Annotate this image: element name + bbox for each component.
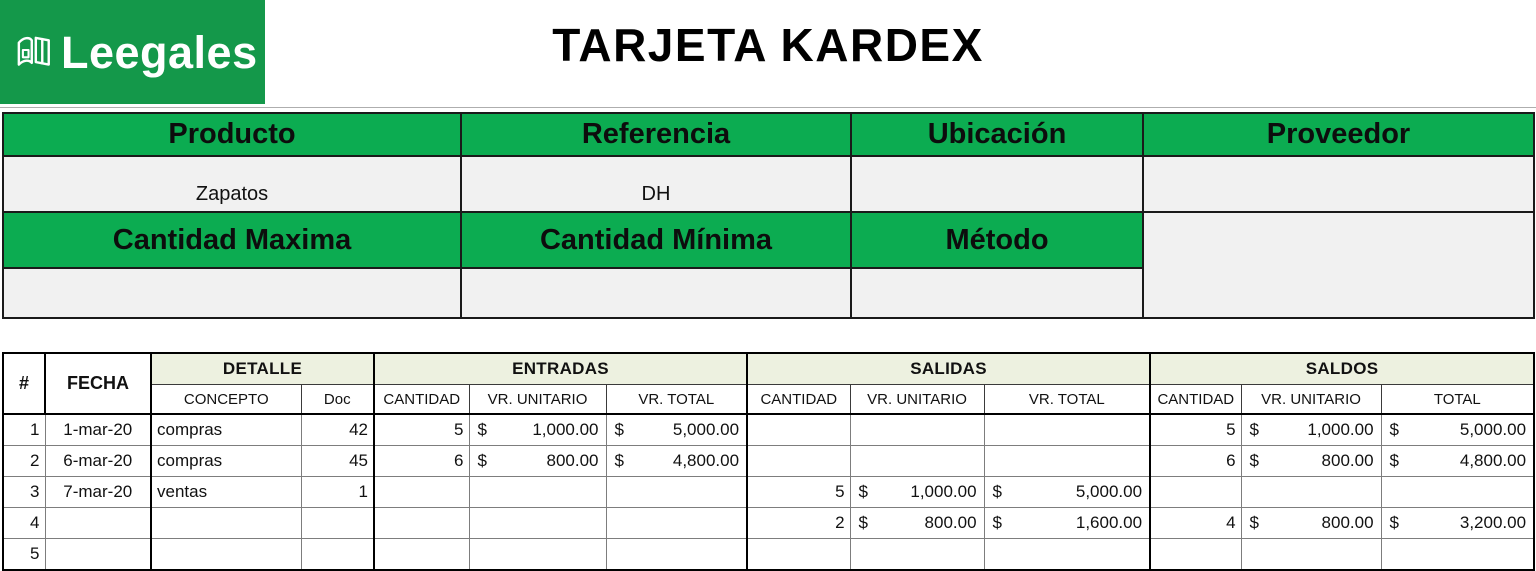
entradas-vr-total-cell[interactable] <box>606 508 747 539</box>
saldos-total-cell[interactable] <box>1381 539 1534 571</box>
kardex-row <box>3 446 1534 477</box>
header-ubicacion: Ubicación <box>851 113 1143 156</box>
kardex-row <box>3 539 1534 571</box>
currency-symbol: $ <box>1389 451 1400 470</box>
group-header-entradas: ENTRADAS <box>374 353 747 385</box>
row-number-cell[interactable]: 1 <box>3 414 45 446</box>
saldos-cantidad-cell[interactable] <box>1150 477 1241 508</box>
fecha-cell[interactable]: 7-mar-20 <box>45 477 151 508</box>
header-cantidad-maxima: Cantidad Maxima <box>3 212 461 268</box>
entradas-vr-total-cell[interactable] <box>606 477 747 508</box>
entradas-vr-unitario-cell[interactable] <box>469 539 606 571</box>
saldos-vr-unitario-cell[interactable] <box>1241 414 1381 446</box>
salidas-vr-total-cell[interactable] <box>984 414 1150 446</box>
entradas-vr-unitario-cell[interactable] <box>469 477 606 508</box>
col-header-num: # <box>3 353 45 414</box>
page-title: TARJETA KARDEX <box>552 19 984 71</box>
header-cantidad-minima: Cantidad Mínima <box>461 212 851 268</box>
amount: 1,000.00 <box>1307 420 1374 439</box>
salidas-cantidad-cell[interactable]: 5 <box>747 477 850 508</box>
doc-cell[interactable]: 45 <box>301 446 374 477</box>
entradas-cantidad-cell[interactable]: 5 <box>374 414 469 446</box>
salidas-vr-total-cell[interactable] <box>984 446 1150 477</box>
doc-cell[interactable]: 1 <box>301 477 374 508</box>
row-number-cell[interactable]: 3 <box>3 477 45 508</box>
entradas-vr-unitario-cell[interactable] <box>469 446 606 477</box>
logo-wordmark: Leegales <box>61 26 258 78</box>
amount: 1,600.00 <box>1075 513 1143 532</box>
salidas-cantidad-cell[interactable] <box>747 539 850 571</box>
amount: 5,000.00 <box>1459 420 1527 439</box>
amount: 4,800.00 <box>1459 451 1527 470</box>
entradas-cantidad-cell[interactable] <box>374 508 469 539</box>
row-number-cell[interactable]: 2 <box>3 446 45 477</box>
saldos-total-cell[interactable] <box>1381 477 1534 508</box>
concepto-cell[interactable]: compras <box>151 414 301 446</box>
fecha-cell[interactable] <box>45 539 151 571</box>
currency-symbol: $ <box>1389 513 1400 532</box>
ubicacion-value-cell[interactable] <box>851 156 1143 212</box>
currency-symbol: $ <box>992 482 1003 501</box>
cantidad-maxima-value-cell[interactable] <box>3 268 461 318</box>
salidas-vr-total-cell[interactable] <box>984 508 1150 539</box>
currency-symbol: $ <box>1249 513 1260 532</box>
concepto-cell[interactable]: compras <box>151 446 301 477</box>
salidas-vr-unitario-cell[interactable] <box>850 446 984 477</box>
header-referencia: Referencia <box>461 113 851 156</box>
saldos-total-cell[interactable] <box>1381 446 1534 477</box>
salidas-vr-total-cell[interactable] <box>984 477 1150 508</box>
doc-cell[interactable] <box>301 539 374 571</box>
entradas-vr-total-cell[interactable] <box>606 414 747 446</box>
entradas-vr-unitario-cell[interactable] <box>469 414 606 446</box>
info-card-table <box>2 112 1535 319</box>
saldos-total-cell[interactable] <box>1381 414 1534 446</box>
header-metodo: Método <box>851 212 1143 268</box>
currency-symbol: $ <box>1249 420 1260 439</box>
sub-header-salidas-vr-unitario: VR. UNITARIO <box>850 385 984 415</box>
amount: 800.00 <box>924 513 977 532</box>
entradas-vr-total-cell[interactable] <box>606 446 747 477</box>
entradas-vr-unitario-cell[interactable] <box>469 508 606 539</box>
fecha-cell[interactable] <box>45 508 151 539</box>
sub-header-doc: Doc <box>301 385 374 415</box>
sub-header-entradas-vr-total: VR. TOTAL <box>606 385 747 415</box>
sub-header-saldos-cantidad: CANTIDAD <box>1150 385 1241 415</box>
doc-cell[interactable]: 42 <box>301 414 374 446</box>
currency-symbol: $ <box>477 451 487 470</box>
saldos-vr-unitario-cell[interactable] <box>1241 539 1381 571</box>
salidas-cantidad-cell[interactable] <box>747 414 850 446</box>
fecha-cell[interactable]: 1-mar-20 <box>45 414 151 446</box>
sub-header-saldos-total: TOTAL <box>1381 385 1534 415</box>
saldos-cantidad-cell[interactable]: 6 <box>1150 446 1241 477</box>
salidas-vr-total-cell[interactable] <box>984 539 1150 571</box>
row-number-cell[interactable]: 4 <box>3 508 45 539</box>
header-producto: Producto <box>3 113 461 156</box>
amount: 4,800.00 <box>672 451 740 470</box>
proveedor-value-cell[interactable] <box>1143 156 1534 212</box>
saldos-cantidad-cell[interactable]: 4 <box>1150 508 1241 539</box>
salidas-vr-unitario-cell[interactable] <box>850 477 984 508</box>
amount: 1,000.00 <box>532 420 599 439</box>
metodo-value-cell[interactable] <box>851 268 1143 318</box>
entradas-cantidad-cell[interactable]: 6 <box>374 446 469 477</box>
saldos-cantidad-cell[interactable] <box>1150 539 1241 571</box>
saldos-vr-unitario-cell[interactable] <box>1241 477 1381 508</box>
row-number-cell[interactable]: 5 <box>3 539 45 571</box>
saldos-vr-unitario-cell[interactable] <box>1241 446 1381 477</box>
kardex-row <box>3 477 1534 508</box>
sheet-gridline <box>0 107 1536 108</box>
currency-symbol: $ <box>858 513 869 532</box>
currency-symbol: $ <box>614 451 624 470</box>
salidas-cantidad-cell[interactable] <box>747 446 850 477</box>
header-proveedor: Proveedor <box>1143 113 1534 156</box>
amount: 3,200.00 <box>1459 513 1527 532</box>
sub-header-concepto: CONCEPTO <box>151 385 301 415</box>
kardex-table <box>2 352 1535 571</box>
producto-value-cell[interactable]: Zapatos <box>3 156 461 212</box>
doc-cell[interactable] <box>301 508 374 539</box>
salidas-vr-unitario-cell[interactable] <box>850 414 984 446</box>
currency-symbol: $ <box>614 420 624 439</box>
entradas-cantidad-cell[interactable] <box>374 477 469 508</box>
fecha-cell[interactable]: 6-mar-20 <box>45 446 151 477</box>
currency-symbol: $ <box>1389 420 1400 439</box>
currency-symbol: $ <box>477 420 487 439</box>
col-header-fecha: FECHA <box>45 353 151 414</box>
concepto-cell[interactable]: ventas <box>151 477 301 508</box>
concepto-cell[interactable] <box>151 508 301 539</box>
saldos-total-cell[interactable] <box>1381 508 1534 539</box>
amount: 800.00 <box>1321 451 1374 470</box>
amount: 1,000.00 <box>910 482 977 501</box>
salidas-cantidad-cell[interactable]: 2 <box>747 508 850 539</box>
currency-symbol: $ <box>992 513 1003 532</box>
group-header-saldos: SALDOS <box>1150 353 1534 385</box>
salidas-vr-unitario-cell[interactable] <box>850 508 984 539</box>
sub-header-salidas-vr-total: VR. TOTAL <box>984 385 1150 415</box>
amount: 800.00 <box>1321 513 1374 532</box>
entradas-vr-total-cell[interactable] <box>606 539 747 571</box>
kardex-row <box>3 508 1534 539</box>
amount: 5,000.00 <box>672 420 740 439</box>
kardex-row <box>3 414 1534 446</box>
entradas-cantidad-cell[interactable] <box>374 539 469 571</box>
group-header-salidas: SALIDAS <box>747 353 1150 385</box>
sub-header-entradas-cantidad: CANTIDAD <box>374 385 469 415</box>
amount: 5,000.00 <box>1075 482 1143 501</box>
concepto-cell[interactable] <box>151 539 301 571</box>
amount: 800.00 <box>546 451 599 470</box>
sub-header-salidas-cantidad: CANTIDAD <box>747 385 850 415</box>
currency-symbol: $ <box>858 482 869 501</box>
cantidad-minima-value-cell[interactable] <box>461 268 851 318</box>
saldos-vr-unitario-cell[interactable] <box>1241 508 1381 539</box>
referencia-value-cell[interactable]: DH <box>461 156 851 212</box>
sub-header-saldos-vr-unitario: VR. UNITARIO <box>1241 385 1381 415</box>
salidas-vr-unitario-cell[interactable] <box>850 539 984 571</box>
proveedor-extended-value-cell[interactable] <box>1143 212 1534 318</box>
sub-header-entradas-vr-unitario: VR. UNITARIO <box>469 385 606 415</box>
currency-symbol: $ <box>1249 451 1260 470</box>
saldos-cantidad-cell[interactable]: 5 <box>1150 414 1241 446</box>
group-header-detalle: DETALLE <box>151 353 374 385</box>
